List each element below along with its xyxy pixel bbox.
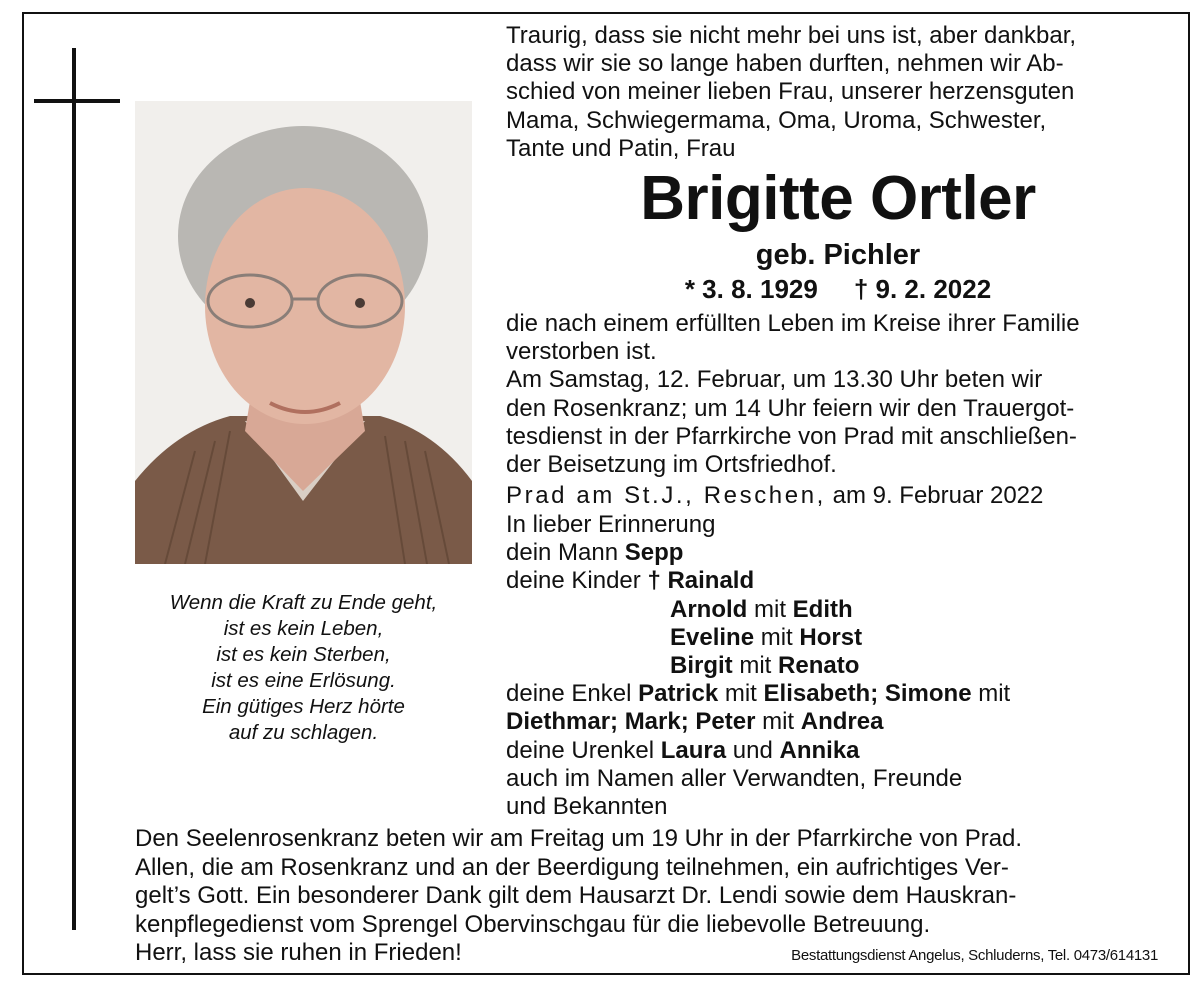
mourners-intro: In lieber Erinnerung bbox=[506, 511, 716, 538]
intro-line: dass wir sie so lange haben durften, nehmen wir Ab- bbox=[506, 50, 1064, 78]
husband-name: Sepp bbox=[624, 539, 684, 567]
grandchildren-prefix: deine Enkel bbox=[506, 680, 632, 708]
details-line: tesdienst in der Pfarrkirche von Prad mit anschließen- bbox=[506, 422, 1077, 450]
child-partner: Horst bbox=[799, 623, 863, 651]
cross-icon bbox=[72, 48, 76, 930]
details-line: den Rosenkranz; um 14 Uhr feiern wir den Trauergot- bbox=[506, 394, 1075, 422]
grandchild-with: mit bbox=[762, 708, 795, 736]
great-grandchild-and: und bbox=[732, 736, 773, 764]
grandchild-name: Andrea bbox=[800, 708, 884, 736]
poem-line: Wenn die Kraft zu Ende geht, bbox=[169, 591, 438, 614]
grandchild-name: Diethmar; Mark; Peter bbox=[506, 708, 756, 736]
husband-line bbox=[506, 539, 1170, 567]
poem-line: ist es kein Leben, bbox=[223, 617, 384, 640]
child-name: Birgit bbox=[670, 652, 733, 680]
poem bbox=[135, 590, 472, 746]
intro-line: Traurig, dass sie nicht mehr bei uns ist, aber dankbar, bbox=[506, 22, 1077, 49]
intro-text bbox=[506, 22, 1170, 163]
child-name: Arnold bbox=[670, 595, 748, 623]
bottom-line: Allen, die am Rosenkranz und an der Beerdigung teilnehmen, ein aufrichtiges Ver- bbox=[135, 853, 1009, 881]
grandchildren-line bbox=[506, 680, 1170, 708]
details-line: der Beisetzung im Ortsfriedhof. bbox=[506, 451, 837, 479]
deceased-name: Brigitte Ortler bbox=[640, 164, 1036, 233]
poem-line: auf zu schlagen. bbox=[228, 721, 379, 744]
grandchildren-line bbox=[506, 708, 1170, 736]
details-line: die nach einem erfüllten Leben im Kreise ihrer Familie bbox=[506, 310, 1080, 337]
details-text bbox=[506, 310, 1170, 479]
poem-line: Ein gütiges Herz hörte bbox=[202, 695, 405, 718]
grandchild-name: Elisabeth; Simone bbox=[763, 680, 972, 708]
closing-line: auch im Namen aller Verwandten, Freunde bbox=[506, 764, 963, 792]
grandchild-name: Patrick bbox=[638, 680, 719, 708]
poem-line: ist es eine Erlösung. bbox=[211, 669, 396, 692]
grandchild-with: mit bbox=[724, 680, 757, 708]
details-line: Am Samstag, 12. Februar, um 13.30 Uhr beten wir bbox=[506, 366, 1043, 394]
place-date bbox=[506, 482, 1170, 510]
child-line bbox=[506, 567, 1170, 595]
intro-line: Mama, Schwiegermama, Oma, Uroma, Schwester, bbox=[506, 106, 1047, 134]
notice-date: am 9. Februar 2022 bbox=[832, 482, 1044, 509]
great-grandchild-name: Annika bbox=[779, 736, 860, 764]
funeral-home-credit: Bestattungsdienst Angelus, Schluderns, Tel. 0473/614131 bbox=[791, 947, 1158, 964]
birth-date: * 3. 8. 1929 bbox=[684, 274, 818, 304]
child-with: mit bbox=[754, 595, 786, 623]
child-with: mit bbox=[739, 652, 772, 680]
great-grandchild-name: Laura bbox=[660, 736, 727, 764]
bottom-line: gelt’s Gott. Ein besonderer Dank gilt dem Hausarzt Dr. Lendi sowie dem Hauskran- bbox=[135, 882, 1017, 909]
place: Prad am St.J., Reschen, bbox=[506, 482, 826, 509]
child-line bbox=[506, 652, 1170, 680]
great-grandchildren-prefix: deine Urenkel bbox=[506, 736, 655, 764]
great-grandchildren-line bbox=[506, 737, 1170, 765]
child-line bbox=[506, 596, 1170, 624]
bottom-line: Den Seelenrosenkranz beten wir am Freitag um 19 Uhr in der Pfarrkirche von Prad. bbox=[135, 825, 1023, 852]
husband-prefix: dein Mann bbox=[506, 539, 619, 567]
child-name: † Rainald bbox=[647, 567, 755, 595]
bottom-line: Herr, lass sie ruhen in Frieden! bbox=[135, 939, 462, 966]
intro-line: schied von meiner lieben Frau, unserer herzensguten bbox=[506, 78, 1075, 106]
intro-line: Tante und Patin, Frau bbox=[506, 134, 736, 162]
child-partner: Renato bbox=[778, 652, 860, 680]
portrait-photo bbox=[135, 101, 472, 564]
cross-icon-bar bbox=[34, 99, 120, 103]
details-line: verstorben ist. bbox=[506, 338, 657, 366]
child-name: Eveline bbox=[670, 623, 755, 651]
poem-line: ist es kein Sterben, bbox=[216, 643, 391, 666]
death-date: † 9. 2. 2022 bbox=[853, 274, 992, 304]
children-prefix: deine Kinder bbox=[506, 567, 641, 595]
closing-line: und Bekannten bbox=[506, 793, 668, 821]
bottom-line: kenpflegedienst vom Sprengel Obervinschgau für die liebevolle Betreuung. bbox=[135, 910, 931, 938]
life-dates bbox=[506, 273, 1170, 305]
child-partner: Edith bbox=[792, 595, 853, 623]
child-line bbox=[506, 624, 1170, 652]
maiden-name: geb. Pichler bbox=[755, 239, 921, 271]
grandchild-with: mit bbox=[978, 680, 1011, 708]
mourners bbox=[506, 511, 1170, 821]
child-with: mit bbox=[760, 623, 793, 651]
